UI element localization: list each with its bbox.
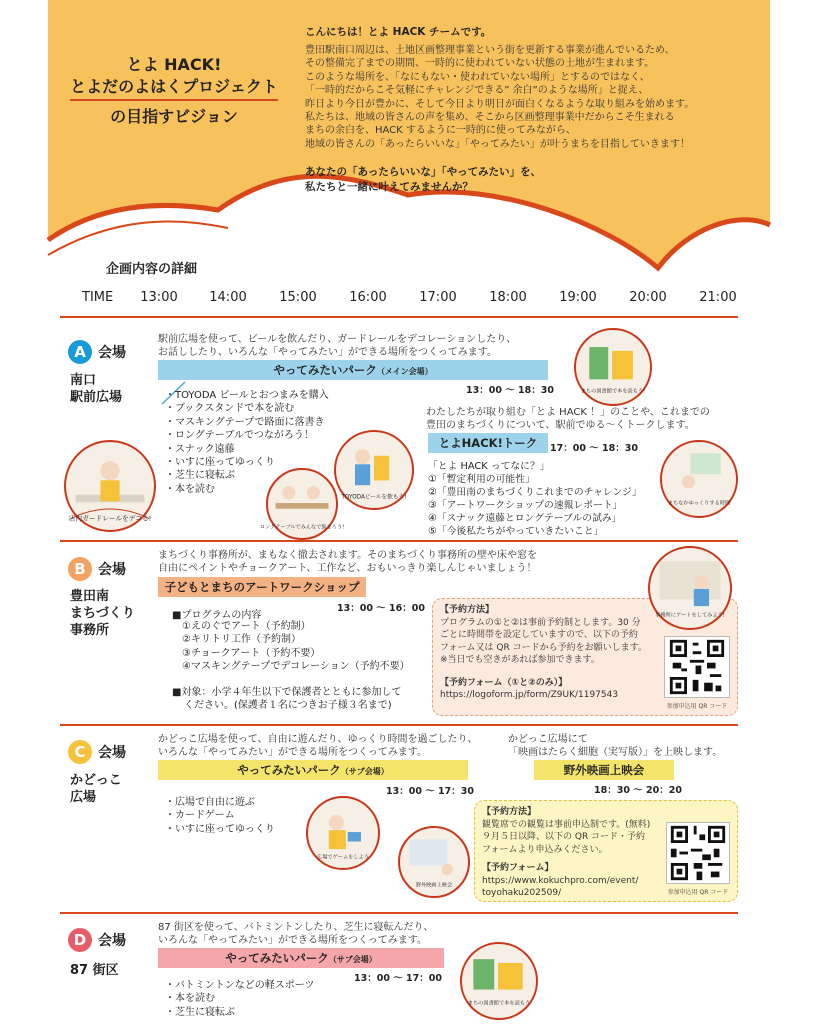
venue-label: 会場 xyxy=(98,345,126,361)
movie-time: 18：30 〜 20：20 xyxy=(594,785,682,796)
timeline-label: TIME xyxy=(82,290,114,305)
form-title: 【予約フォーム】 xyxy=(482,863,554,873)
list-item: ④マスキングテープでデコレーション（予約不要） xyxy=(182,661,410,673)
venue-name-line: 豊田南 xyxy=(70,589,110,604)
venue-name-line: 事務所 xyxy=(70,623,110,638)
description-line: いろんな「やってみたい」ができる場所をつくってみます。 xyxy=(158,747,427,758)
invite-line-2: 私たちと一緒に叶えてみませんか？ xyxy=(305,181,473,193)
intro-text xyxy=(305,44,745,151)
activity-list xyxy=(165,979,314,1019)
list-item: ・本を読む xyxy=(165,993,215,1005)
invitation xyxy=(305,165,541,195)
divider xyxy=(60,724,738,726)
qr-code[interactable] xyxy=(664,636,730,698)
banner-subtitle: （サブ会場） xyxy=(328,955,377,964)
description-line: 豊田のまちづくりについて、駅前でゆる〜くトークします。 xyxy=(426,420,695,431)
event-banner xyxy=(158,948,444,968)
reservation-title: 【予約方法】 xyxy=(482,807,537,817)
illustration-art xyxy=(336,432,412,508)
form-title: 【予約フォーム（①と②のみ）】 xyxy=(440,677,568,688)
description-line: まちづくり事務所が、まもなく撤去されます。そのまちづくり事務所の壁や床や窓を xyxy=(158,550,537,561)
venue-letter-badge: D xyxy=(68,928,92,952)
illustration-caption: 事務所にアートをしてみよう! xyxy=(655,612,725,619)
venue-letter-badge: B xyxy=(68,557,92,581)
banner-title: やってみたいパーク xyxy=(225,951,329,965)
banner-subtitle: （サブ会場） xyxy=(340,767,389,776)
venue-name xyxy=(70,372,122,406)
illustration-caption: TOYODAビールを飲もう! xyxy=(341,494,407,501)
list-item: ③チョークアート（予約不要） xyxy=(182,647,321,659)
description-line: 「映画はたらく細胞（実写版）」を上映します。 xyxy=(508,747,723,758)
list-item: ②キリトリ工作（予約制） xyxy=(182,634,301,646)
time-tick: 14:00 xyxy=(209,290,247,305)
event-time: 13：00 〜 18：30 xyxy=(466,385,554,396)
illustration-caption: 広場でゲームをしよう xyxy=(317,854,369,861)
illustration-caption: まちなかゆっくりする時間 xyxy=(667,500,731,507)
illustration-art xyxy=(66,442,154,530)
illustration-caption: ロングテーブルでみんなで集まろう! xyxy=(259,524,345,531)
intro-line: 私たちは、地域の皆さんの声を集め、そこから区画整理事業中だからこそ生まれる xyxy=(305,112,675,124)
illustration-library-d xyxy=(460,942,538,1020)
description-line: 自由にペイントやチョークアート、工作など、おもいっきり楽しんじゃいましょう！ xyxy=(158,563,537,574)
venue-label: 会場 xyxy=(98,745,126,761)
venue-name xyxy=(70,772,122,806)
illustration-caption: まちの図書館で本を読もう xyxy=(467,1000,531,1007)
target-note xyxy=(172,686,401,713)
illustration-caption: 野外映画上映会 xyxy=(415,882,453,889)
form-url[interactable]: toyohaku202509/ xyxy=(482,888,562,898)
talk-description xyxy=(426,406,710,432)
description-line: お話ししたり、いろんな「やってみたい」ができる場所をつくってみます。 xyxy=(158,347,497,358)
vision-title xyxy=(58,54,290,130)
time-tick: 18:00 xyxy=(489,290,527,305)
reservation-line: 観覧席での観覧は事前申込制です。(無料) xyxy=(482,819,651,830)
list-item: ・芝生に寝転ぶ xyxy=(165,470,235,482)
time-tick: 19:00 xyxy=(559,290,597,305)
reservation-line: ※当日でも空きがあれば参加できます。 xyxy=(440,655,600,665)
illustration-beer xyxy=(334,430,414,510)
list-item: ④「スナック遠藤とロングテーブルの試み」 xyxy=(428,513,622,524)
reservation-line: プログラムの①と②は事前予約制とします。30 分 xyxy=(440,617,641,628)
list-item: ②「豊田南のまちづくりこれまでのチャレンジ」 xyxy=(428,487,642,498)
list-item: ・ブックスタンドで本を読む xyxy=(165,403,295,415)
list-item: ・ロングテーブルでつながろう！ xyxy=(165,430,314,442)
list-item: ・カードゲーム xyxy=(165,810,235,822)
illustration-art xyxy=(259,470,345,538)
qr-code[interactable] xyxy=(666,822,730,884)
illustration-art xyxy=(462,944,536,1018)
illustration-guardrail xyxy=(64,440,156,532)
illustration-art xyxy=(308,798,378,868)
list-item: ・バトミントンなどの軽スポーツ xyxy=(165,980,315,991)
list-item: 「とよ HACK ってなに？」 xyxy=(428,461,550,472)
illustration-art xyxy=(576,330,650,404)
reservation-title: 【予約方法】 xyxy=(440,605,495,615)
event-banner: 子どもとまちのアートワークショップ xyxy=(158,577,366,597)
reservation-line: フォーム又は QR コードから予約をお願いします。 xyxy=(440,642,647,653)
banner-title: やってみたいパーク xyxy=(237,763,341,777)
reservation-text xyxy=(482,806,650,900)
talk-banner: とよHACK!トーク xyxy=(428,433,548,453)
illustration-movie xyxy=(398,826,470,898)
event-banner xyxy=(158,760,468,780)
venue-description xyxy=(158,921,434,947)
qr-caption: 参加申込用 QR コード xyxy=(667,889,729,896)
time-tick: 16:00 xyxy=(349,290,387,305)
list-item: ・本を読む xyxy=(165,483,215,495)
target-line: ■対象：小学４年生以下で保護者とともに参加して xyxy=(172,687,402,698)
description-line: かどっこ広場を使って、自由に遊んだり、ゆっくり時間を過ごしたり、 xyxy=(158,734,478,745)
venue-label: 会場 xyxy=(98,562,126,578)
talk-time: 17：00 〜 18：30 xyxy=(550,443,638,454)
time-tick: 17:00 xyxy=(419,290,457,305)
list-item: ・広場で自由に遊ぶ xyxy=(165,797,255,808)
movie-banner: 野外映画上映会 xyxy=(534,760,674,780)
qr-pattern xyxy=(667,823,729,883)
venue-description xyxy=(158,549,537,575)
movie-description xyxy=(508,733,722,759)
illustration-art xyxy=(650,548,730,628)
description-line: 駅前広場を使って、ビールを飲んだり、ガードレールをデコレーションしたり、 xyxy=(158,334,517,345)
intro-line: 地域の皆さんの「あったらいいな」「やってみたい」が叶うまちを目指していきます！ xyxy=(305,138,690,150)
vision-line-3: の目指すビジョン xyxy=(110,107,238,126)
venue-name-line: 駅前広場 xyxy=(70,390,123,405)
list-item: ⑤「今後私たちがやっていきたいこと」 xyxy=(428,526,604,537)
time-tick: 15:00 xyxy=(279,290,317,305)
banner-subtitle: （メイン会場） xyxy=(376,367,433,376)
venue-name: 87 街区 xyxy=(70,963,119,978)
divider xyxy=(60,316,738,318)
event-banner xyxy=(158,360,548,380)
venue-label: 会場 xyxy=(98,933,126,949)
event-time: 13：00 〜 17：00 xyxy=(354,973,442,984)
reservation-text xyxy=(440,604,647,702)
form-url[interactable]: https://www.kokuchpro.com/event/ xyxy=(482,875,639,886)
venue-description xyxy=(158,333,516,359)
illustration-card-game xyxy=(306,796,380,870)
description-line: いろんな「やってみたい」ができる場所をつくってみます。 xyxy=(158,935,427,946)
vision-line-2: とよだのよはくプロジェクト xyxy=(70,76,278,101)
banner-title: やってみたいパーク xyxy=(273,363,377,377)
illustration-caption: まちの図書館で本を読もう! xyxy=(580,388,646,395)
intro-line: 「一時的だからこそ気軽にチャレンジできる” 余白”のような場所」と捉え、 xyxy=(305,85,649,97)
description-line: わたしたちが取り組む「とよ HACK ！」のことや、これまでの xyxy=(426,407,710,418)
divider xyxy=(60,912,738,914)
description-line: 87 街区を使って、バトミントンしたり、芝生に寝転んだり、 xyxy=(158,922,434,933)
program-list xyxy=(182,620,410,674)
greeting: こんにちは！とよ HACK チームです。 xyxy=(305,26,492,38)
illustration-library xyxy=(574,328,652,406)
illustration-art xyxy=(662,442,736,516)
illustration-office-art xyxy=(648,546,732,630)
list-item: ・スナック遠藤 xyxy=(165,443,235,455)
intro-line: 昨日より今日が豊かに、そして今日より明日が面白くなるような取り組みを始めます。 xyxy=(305,98,695,110)
list-item: ①えのぐでアート（予約制） xyxy=(182,621,311,632)
intro-line: このような場所を、「なにもない・使われていない場所」とするのではなく、 xyxy=(305,71,650,83)
reservation-line: フォームより申込みください。 xyxy=(482,844,608,855)
illustration-relax xyxy=(660,440,738,518)
reservation-line: ９月５日以降、以下の QR コード・予約 xyxy=(482,832,646,842)
venue-name-line: まちづくり xyxy=(70,606,135,621)
talk-topic-list xyxy=(428,460,642,538)
venue-description xyxy=(158,733,478,759)
venue-name-line: 広場 xyxy=(70,790,97,805)
venue-letter-badge: C xyxy=(68,740,92,764)
list-item: ③「アートワークショップの速報レポート」 xyxy=(428,500,623,511)
illustration-caption: 店内ガードレールをデコる! xyxy=(68,514,152,523)
list-item: ①「暫定利用の可能性」 xyxy=(428,474,535,485)
invite-line-1: あなたの「あったらいいな」「やってみたい」を、 xyxy=(305,166,542,178)
time-tick: 21:00 xyxy=(699,290,737,305)
venue-name-line: 南口 xyxy=(70,373,97,388)
list-item: ・芝生に寝転ぶ xyxy=(165,1006,235,1018)
intro-line: まちの余白を、HACK するように一時的に使ってみながら、 xyxy=(305,125,576,137)
program-label: ■プログラムの内容 xyxy=(172,610,262,621)
illustration-art xyxy=(400,828,468,896)
time-tick: 13:00 xyxy=(140,290,178,305)
venue-name xyxy=(70,588,135,639)
plan-details-title: 企画内容の詳細 xyxy=(106,262,198,277)
activity-list xyxy=(165,796,275,836)
event-time: 13：00 〜 17：30 xyxy=(386,786,474,797)
list-item: ・いすに座ってゆっくり xyxy=(165,457,275,469)
qr-caption: 参加申込用 QR コード xyxy=(666,703,728,710)
illustration-long-table xyxy=(259,468,345,540)
description-line: かどっこ広場にて xyxy=(508,734,588,745)
list-item: ・マスキングテープで路面に落書き xyxy=(165,416,325,428)
list-item: ・いすに座ってゆっくり xyxy=(165,823,275,835)
intro-line: その整備完了までの期間、一時的に使われていない状態の土地が生まれます。 xyxy=(305,58,655,70)
list-item: ・TOYODA ビールとおつまみを購入 xyxy=(165,390,329,401)
target-line: ください。(保護者１名につきお子様３名まで) xyxy=(184,700,392,712)
qr-pattern xyxy=(665,637,729,697)
event-time: 13：00 〜 16：00 xyxy=(337,603,425,614)
time-tick: 20:00 xyxy=(629,290,667,305)
form-url[interactable]: https://logoform.jp/form/Z9UK/1197543 xyxy=(440,690,619,700)
vision-line-1: とよ HACK! xyxy=(126,55,222,74)
venue-name-line: かどっこ xyxy=(70,773,122,788)
reservation-line: ごとに時間帯を設定していますので、以下の予約 xyxy=(440,630,638,640)
venue-letter-badge: A xyxy=(68,340,92,364)
divider xyxy=(60,540,738,542)
intro-line: 豊田駅南口周辺は、土地区画整理事業という街を更新する事業が進んでいるため、 xyxy=(305,45,675,56)
